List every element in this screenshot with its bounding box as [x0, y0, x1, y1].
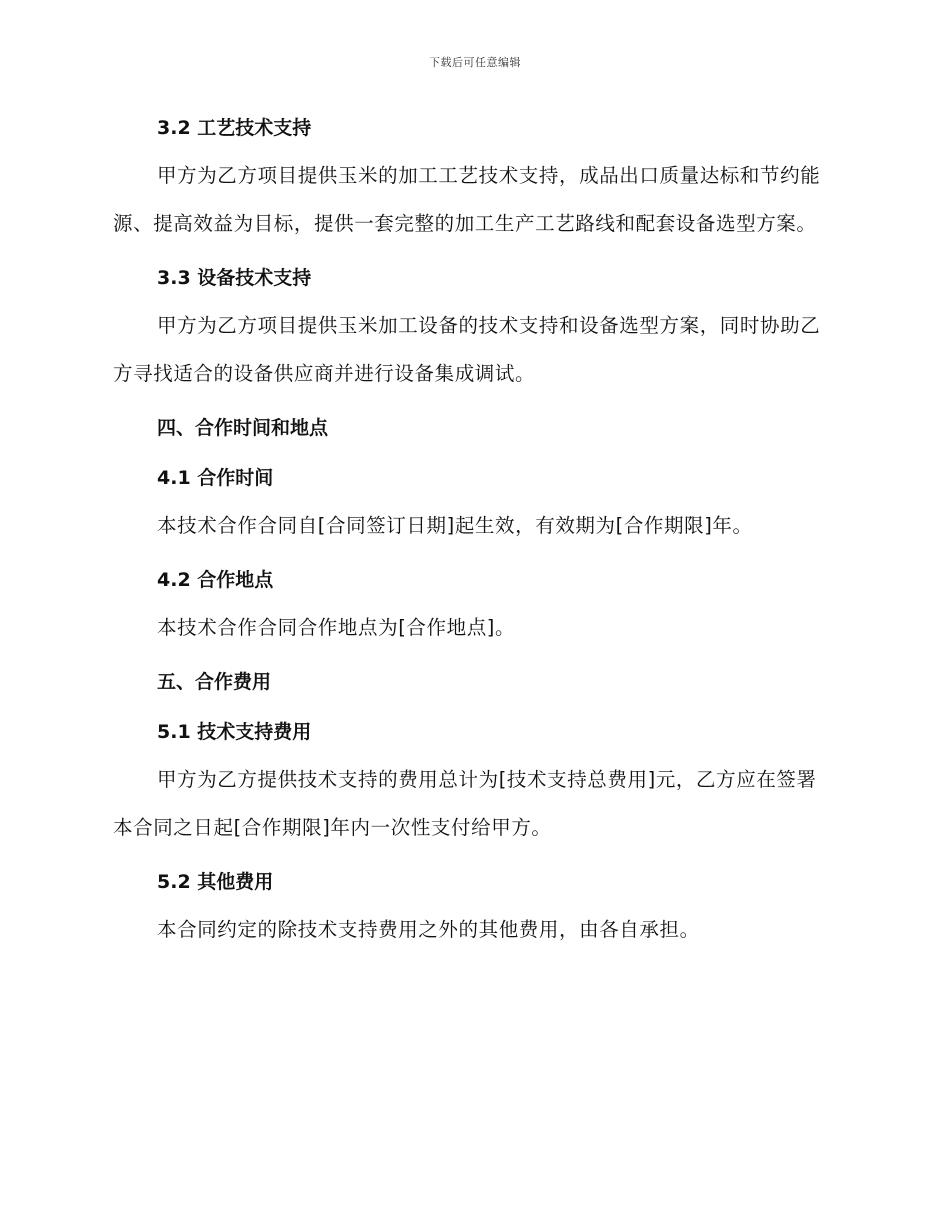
heading-5-2: 5.2 其他费用 — [157, 871, 274, 893]
paragraph-5-1: 甲方为乙方提供技术支持的费用总计为[技术支持总费用]元，乙方应在签署本合同之日起[合作期限]年内一次性支付给甲方。 — [113, 768, 817, 839]
heading-4-1: 4.1 合作时间 — [157, 467, 274, 489]
paragraph-5-2: 本合同约定的除技术支持费用之外的其他费用，由各自承担。 — [157, 918, 700, 941]
header-note: 下载后可任意编辑 — [429, 56, 521, 69]
heading-section-4: 四、合作时间和地点 — [157, 417, 329, 439]
paragraph-4-2: 本技术合作合同合作地点为[合作地点]。 — [157, 616, 516, 639]
paragraph-3-3: 甲方为乙方项目提供玉米加工设备的技术支持和设备选型方案，同时协助乙方寻找适合的设备供应商并进行设备集成调试。 — [113, 314, 821, 385]
paragraph-3-2: 甲方为乙方项目提供玉米的加工工艺技术支持，成品出口质量达标和节约能源、提高效益为目标，提供一套完整的加工生产工艺路线和配套设备选型方案。 — [113, 164, 821, 235]
heading-section-5: 五、合作费用 — [157, 671, 272, 693]
heading-3-3: 3.3 设备技术支持 — [157, 267, 312, 289]
heading-3-2: 3.2 工艺技术支持 — [157, 117, 312, 139]
heading-5-1: 5.1 技术支持费用 — [157, 721, 312, 743]
paragraph-4-1: 本技术合作合同自[合同签订日期]起生效，有效期为[合作期限]年。 — [157, 514, 753, 537]
heading-4-2: 4.2 合作地点 — [157, 569, 274, 591]
document-body — [113, 112, 833, 954]
